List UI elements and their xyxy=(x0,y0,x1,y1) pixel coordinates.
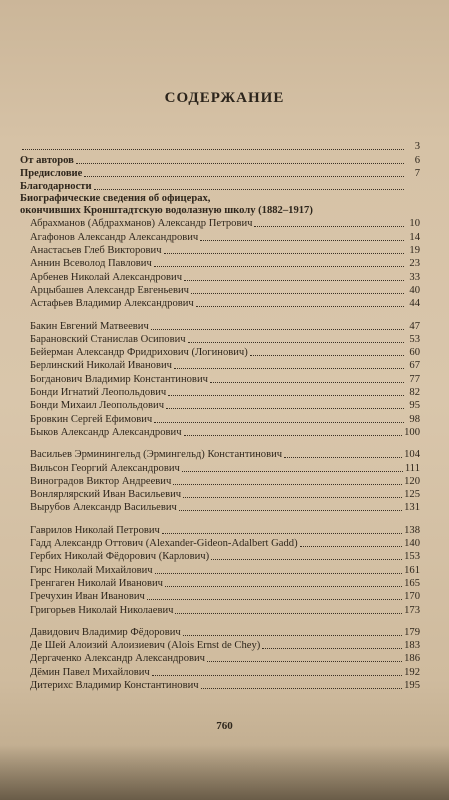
toc-entry-title: Аннин Всеволод Павлович xyxy=(30,258,152,270)
group-spacer xyxy=(20,439,420,448)
toc-entry xyxy=(20,346,420,359)
toc-entry-page: 140 xyxy=(404,538,420,550)
toc-entry xyxy=(20,590,420,603)
toc-entry xyxy=(20,448,420,461)
toc-entry-title: Быков Александр Александрович xyxy=(30,426,182,438)
dot-leader xyxy=(151,329,404,330)
dot-leader xyxy=(174,368,404,369)
toc-entry xyxy=(20,180,420,193)
dot-leader xyxy=(183,635,402,636)
toc-entry xyxy=(20,626,420,639)
toc-entry-title: Вильсон Георгий Александрович xyxy=(30,462,180,474)
toc-entry xyxy=(20,665,420,678)
toc-entry-title: Бонди Игнатий Леопольдович xyxy=(30,387,167,399)
toc-entry-title: Богданович Владимир Константинович xyxy=(30,373,208,385)
dot-leader xyxy=(191,293,404,294)
dot-leader xyxy=(155,573,402,574)
group-spacer xyxy=(20,310,420,319)
toc-entry-title: Арцыбашев Александр Евгеньевич xyxy=(30,284,189,296)
toc-entry xyxy=(20,412,420,425)
toc-entry-title: Вонлярлярский Иван Васильевич xyxy=(30,489,182,501)
group-spacer xyxy=(20,514,420,523)
toc-entry-page: 98 xyxy=(409,413,420,425)
dot-leader xyxy=(184,435,403,436)
toc-entry-page: 186 xyxy=(404,653,420,665)
toc-entry-page: 53 xyxy=(409,333,420,345)
dot-leader xyxy=(168,395,404,396)
dot-leader xyxy=(300,546,402,547)
section-heading xyxy=(20,193,420,205)
toc-entry-title: Арбенев Николай Александрович xyxy=(30,271,183,283)
dot-leader xyxy=(201,688,403,689)
dot-leader xyxy=(164,253,404,254)
dot-leader xyxy=(188,342,404,343)
section-heading xyxy=(20,205,420,217)
toc-entry-title: Астафьев Владимир Александрович xyxy=(30,298,194,310)
toc-entry-title: От авторов xyxy=(20,154,74,166)
toc-entry-title: Бакин Евгений Матвеевич xyxy=(30,320,149,332)
dot-leader xyxy=(76,163,404,164)
dot-leader xyxy=(166,408,404,409)
toc-entry-title: Вырубов Александр Васильевич xyxy=(30,502,177,514)
toc-entry-title: Бейерман Александр Фридрихович (Логинович) xyxy=(30,347,248,359)
dot-leader xyxy=(154,266,404,267)
toc-entry-title: Бонди Михаил Леопольдович xyxy=(30,400,165,412)
toc-entry-page: 111 xyxy=(404,462,420,474)
toc-entry-page: 47 xyxy=(409,320,420,332)
toc-entry-page: 19 xyxy=(409,245,420,257)
toc-entry-page: 23 xyxy=(409,258,420,270)
toc-entry-title: Дёмин Павел Михайлович xyxy=(30,666,150,678)
toc-entry-title: Де Шей Алоизий Алоизиевич (Alois Ernst de Chey) xyxy=(30,640,261,652)
toc-entry-title: Гербих Николай Фёдорович (Карлович) xyxy=(30,551,210,563)
toc-entry-title: Васильев Эрминингельд (Эрмингельд) Константинович xyxy=(30,449,283,461)
toc-entry-title: Предисловие xyxy=(20,167,83,179)
toc-entry-page: 82 xyxy=(409,387,420,399)
toc-entry xyxy=(20,461,420,474)
toc-entry-page: 153 xyxy=(404,551,420,563)
toc-entry xyxy=(20,475,420,488)
toc-entry xyxy=(20,319,420,332)
dot-leader xyxy=(250,355,404,356)
toc-entry xyxy=(20,577,420,590)
toc-entry xyxy=(20,523,420,536)
toc-entry xyxy=(20,372,420,385)
toc-entry-title: Гренгаген Николай Иванович xyxy=(30,577,163,589)
toc-entry xyxy=(20,550,420,563)
toc-entry xyxy=(20,639,420,652)
toc-entry xyxy=(20,284,420,297)
toc-entry-title: Григорьев Николай Николаевич xyxy=(30,604,174,616)
dot-leader xyxy=(210,382,404,383)
toc-entry xyxy=(20,426,420,439)
dot-leader xyxy=(262,648,402,649)
toc-entry-title: Дитерихс Владимир Константинович xyxy=(30,679,199,691)
toc-entry-page: 44 xyxy=(409,298,420,310)
toc-entry-page: 120 xyxy=(404,475,420,487)
toc-entry-title: Гадд Александр Оттович (Alexander-Gideon-Adalbert Gadd) xyxy=(30,538,298,550)
toc-entry xyxy=(20,679,420,692)
dot-leader xyxy=(182,471,403,472)
toc-entry-page: 100 xyxy=(404,426,420,438)
dot-leader xyxy=(211,559,402,560)
toc-entry-page: 6 xyxy=(414,154,420,166)
dot-leader xyxy=(175,613,402,614)
toc-entry xyxy=(20,140,420,153)
toc-entry-page: 40 xyxy=(409,284,420,296)
toc-entry xyxy=(20,244,420,257)
toc-entry-page: 33 xyxy=(409,271,420,283)
page-shadow xyxy=(0,745,449,800)
dot-leader xyxy=(183,497,402,498)
toc-entry-title: Берлинский Николай Иванович xyxy=(30,360,172,372)
toc-entry-title: Давидович Владимир Фёдорович xyxy=(30,626,181,638)
toc-entry-page: 125 xyxy=(404,489,420,501)
dot-leader xyxy=(173,484,402,485)
dot-leader xyxy=(94,189,404,190)
toc-entry xyxy=(20,488,420,501)
dot-leader xyxy=(165,586,402,587)
toc-entry-title: Абрахманов (Абдрахманов) Александр Петрович xyxy=(30,218,253,230)
toc-entry-title: Гаврилов Николай Петрович xyxy=(30,524,160,536)
group-spacer xyxy=(20,617,420,626)
toc-entry xyxy=(20,167,420,180)
toc-entry-title: Дергаченко Александр Александрович xyxy=(30,653,205,665)
toc-entry-page: 173 xyxy=(404,604,420,616)
toc-entry xyxy=(20,230,420,243)
dot-leader xyxy=(196,306,404,307)
toc-entry xyxy=(20,257,420,270)
dot-leader xyxy=(184,280,404,281)
table-of-contents xyxy=(20,140,420,692)
toc-entry-page: 10 xyxy=(409,218,420,230)
toc-entry-page: 183 xyxy=(404,640,420,652)
dot-leader xyxy=(200,240,404,241)
dot-leader xyxy=(154,422,404,423)
toc-entry-page: 7 xyxy=(414,167,420,179)
toc-entry xyxy=(20,297,420,310)
toc-entry xyxy=(20,563,420,576)
toc-entry-page: 14 xyxy=(409,231,420,243)
toc-entry-page: 104 xyxy=(404,449,420,461)
toc-entry-page: 3 xyxy=(414,141,420,153)
dot-leader xyxy=(22,149,404,150)
toc-entry xyxy=(20,652,420,665)
dot-leader xyxy=(147,599,402,600)
dot-leader xyxy=(162,533,402,534)
toc-entry-page: 60 xyxy=(409,347,420,359)
toc-entry xyxy=(20,359,420,372)
toc-entry-title: Гирс Николай Михайлович xyxy=(30,564,153,576)
toc-entry-title: Бровкин Сергей Ефимович xyxy=(30,413,153,425)
dot-leader xyxy=(152,675,402,676)
page-number: 760 xyxy=(216,720,233,732)
toc-entry xyxy=(20,217,420,230)
toc-entry-page: 161 xyxy=(404,564,420,576)
toc-entry-page: 195 xyxy=(404,679,420,691)
page-title: СОДЕРЖАНИЕ xyxy=(164,90,285,106)
section-heading-text: окончивших Кронштадтскую водолазную школу (1882–1917) xyxy=(20,205,313,217)
toc-entry xyxy=(20,501,420,514)
toc-entry-page: 170 xyxy=(404,591,420,603)
toc-entry-title: Благодарности xyxy=(20,181,92,193)
toc-entry-page: 95 xyxy=(409,400,420,412)
toc-entry xyxy=(20,270,420,283)
toc-entry-page: 138 xyxy=(404,524,420,536)
dot-leader xyxy=(179,510,402,511)
dot-leader xyxy=(207,661,402,662)
toc-entry-page: 192 xyxy=(404,666,420,678)
toc-entry-page: 67 xyxy=(409,360,420,372)
toc-entry xyxy=(20,537,420,550)
dot-leader xyxy=(84,176,404,177)
toc-entry-title: Агафонов Александр Александрович xyxy=(30,231,199,243)
toc-entry xyxy=(20,603,420,616)
section-heading-text: Биографические сведения об офицерах, xyxy=(20,193,211,205)
toc-entry-page: 179 xyxy=(404,626,420,638)
toc-entry-page: 77 xyxy=(409,373,420,385)
toc-entry-title: Анастасьев Глеб Викторович xyxy=(30,245,162,257)
toc-entry xyxy=(20,153,420,166)
toc-entry-page: 165 xyxy=(404,577,420,589)
toc-entry xyxy=(20,399,420,412)
dot-leader xyxy=(284,457,402,458)
toc-entry-title: Гречухин Иван Иванович xyxy=(30,591,145,603)
toc-entry-title: Виноградов Виктор Андреевич xyxy=(30,475,172,487)
toc-entry xyxy=(20,386,420,399)
toc-entry-page: 131 xyxy=(404,502,420,514)
dot-leader xyxy=(254,226,404,227)
toc-entry-title: Барановский Станислав Осипович xyxy=(30,333,186,345)
toc-entry xyxy=(20,333,420,346)
